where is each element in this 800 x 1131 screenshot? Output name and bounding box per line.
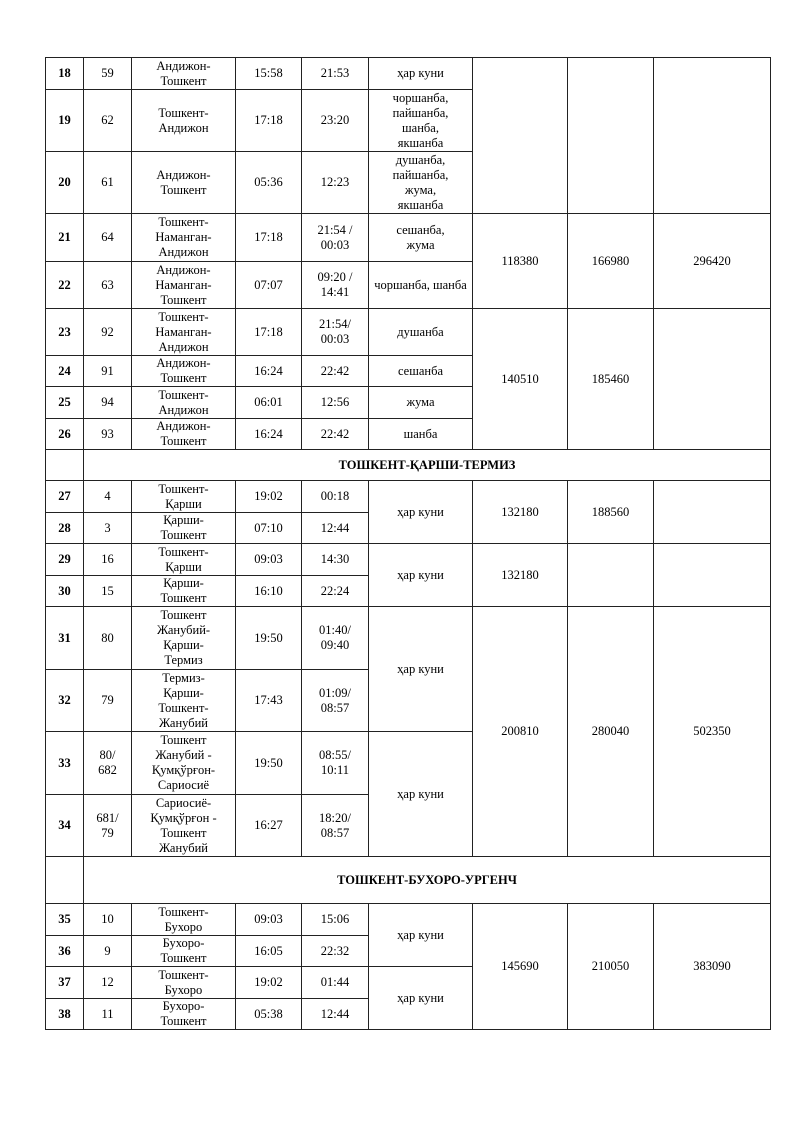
route: Қарши- Тошкент: [132, 513, 236, 544]
section-spacer: [46, 450, 84, 481]
run-days: ҳар куни: [369, 904, 473, 967]
route: Тошкент Жанубий - Қумқўрғон- Сариосиё: [132, 732, 236, 795]
route: Бухоро- Тошкент: [132, 936, 236, 967]
departure-time: 17:18: [236, 214, 302, 262]
row-number: 32: [46, 670, 84, 732]
departure-time: 07:07: [236, 262, 302, 309]
route: Тошкент- Қарши: [132, 544, 236, 576]
arrival-time: 01:44: [302, 967, 369, 999]
train-number: 64: [84, 214, 132, 262]
departure-time: 17:18: [236, 90, 302, 152]
departure-time: 17:18: [236, 309, 302, 356]
price-3: 502350: [654, 607, 771, 857]
train-number: 15: [84, 576, 132, 607]
route: Андижон- Тошкент: [132, 152, 236, 214]
price-1: 145690: [473, 904, 568, 1030]
run-days: сешанба, жума: [369, 214, 473, 262]
row-number: 18: [46, 58, 84, 90]
train-number: 79: [84, 670, 132, 732]
table-row: [46, 481, 771, 513]
train-number: 3: [84, 513, 132, 544]
departure-time: 19:50: [236, 607, 302, 670]
departure-time: 16:24: [236, 419, 302, 450]
price-1: 140510: [473, 309, 568, 450]
row-number: 36: [46, 936, 84, 967]
row-number: 26: [46, 419, 84, 450]
schedule-table: [45, 57, 771, 1030]
price-1: 132180: [473, 544, 568, 607]
arrival-time: 09:20 / 14:41: [302, 262, 369, 309]
row-number: 38: [46, 999, 84, 1030]
departure-time: 16:27: [236, 795, 302, 857]
departure-time: 06:01: [236, 387, 302, 419]
departure-time: 19:02: [236, 967, 302, 999]
row-number: 28: [46, 513, 84, 544]
run-days: душанба: [369, 309, 473, 356]
row-number: 20: [46, 152, 84, 214]
price-1: 200810: [473, 607, 568, 857]
arrival-time: 22:32: [302, 936, 369, 967]
train-number: 62: [84, 90, 132, 152]
price-cell-empty: [654, 481, 771, 544]
row-number: 30: [46, 576, 84, 607]
train-number: 92: [84, 309, 132, 356]
departure-time: 19:50: [236, 732, 302, 795]
train-number: 4: [84, 481, 132, 513]
arrival-time: 15:06: [302, 904, 369, 936]
row-number: 24: [46, 356, 84, 387]
departure-time: 05:36: [236, 152, 302, 214]
arrival-time: 12:23: [302, 152, 369, 214]
train-number: 59: [84, 58, 132, 90]
departure-time: 16:10: [236, 576, 302, 607]
price-cell-empty: [654, 309, 771, 450]
departure-time: 16:24: [236, 356, 302, 387]
departure-time: 05:38: [236, 999, 302, 1030]
row-number: 34: [46, 795, 84, 857]
train-number: 80: [84, 607, 132, 670]
run-days: ҳар куни: [369, 58, 473, 90]
price-2: 210050: [568, 904, 654, 1030]
row-number: 29: [46, 544, 84, 576]
route: Тошкент- Бухоро: [132, 967, 236, 999]
price-3: 383090: [654, 904, 771, 1030]
run-days: чоршанба, шанба: [369, 262, 473, 309]
route: Тошкент Жанубий- Қарши- Термиз: [132, 607, 236, 670]
run-days: ҳар куни: [369, 967, 473, 1030]
table-row: [46, 58, 771, 90]
train-number: 80/ 682: [84, 732, 132, 795]
run-days: сешанба: [369, 356, 473, 387]
price-1: 132180: [473, 481, 568, 544]
train-number: 61: [84, 152, 132, 214]
price-cell-empty: [654, 58, 771, 214]
departure-time: 09:03: [236, 904, 302, 936]
row-number: 21: [46, 214, 84, 262]
row-number: 22: [46, 262, 84, 309]
table-row: [46, 309, 771, 356]
train-number: 12: [84, 967, 132, 999]
price-cell-empty: [568, 58, 654, 214]
route: Термиз- Қарши- Тошкент- Жанубий: [132, 670, 236, 732]
arrival-time: 12:44: [302, 513, 369, 544]
table-row: [46, 214, 771, 262]
departure-time: 17:43: [236, 670, 302, 732]
route: Қарши- Тошкент: [132, 576, 236, 607]
table-row: [46, 607, 771, 670]
price-cell-empty: [654, 544, 771, 607]
train-number: 681/ 79: [84, 795, 132, 857]
section-row: [46, 450, 771, 481]
price-2: 166980: [568, 214, 654, 309]
run-days: чоршанба, пайшанба, шанба, якшанба: [369, 90, 473, 152]
run-days: шанба: [369, 419, 473, 450]
departure-time: 19:02: [236, 481, 302, 513]
arrival-time: 14:30: [302, 544, 369, 576]
train-number: 9: [84, 936, 132, 967]
row-number: 19: [46, 90, 84, 152]
table-row: [46, 544, 771, 576]
row-number: 33: [46, 732, 84, 795]
arrival-time: 08:55/ 10:11: [302, 732, 369, 795]
train-number: 94: [84, 387, 132, 419]
train-number: 91: [84, 356, 132, 387]
run-days: ҳар куни: [369, 607, 473, 732]
route: Тошкент- Андижон: [132, 387, 236, 419]
arrival-time: 22:42: [302, 356, 369, 387]
price-cell-empty: [568, 544, 654, 607]
arrival-time: 00:18: [302, 481, 369, 513]
run-days: ҳар куни: [369, 544, 473, 607]
train-number: 10: [84, 904, 132, 936]
arrival-time: 12:44: [302, 999, 369, 1030]
price-2: 185460: [568, 309, 654, 450]
departure-time: 16:05: [236, 936, 302, 967]
route: Тошкент- Наманган- Андижон: [132, 214, 236, 262]
route: Тошкент- Қарши: [132, 481, 236, 513]
arrival-time: 21:54 / 00:03: [302, 214, 369, 262]
route: Бухоро- Тошкент: [132, 999, 236, 1030]
arrival-time: 12:56: [302, 387, 369, 419]
section-title: ТОШКЕНТ-БУХОРО-УРГЕНЧ: [84, 857, 771, 904]
train-number: 63: [84, 262, 132, 309]
arrival-time: 22:24: [302, 576, 369, 607]
route: Андижон- Тошкент: [132, 419, 236, 450]
run-days: ҳар куни: [369, 481, 473, 544]
price-2: 280040: [568, 607, 654, 857]
departure-time: 09:03: [236, 544, 302, 576]
departure-time: 07:10: [236, 513, 302, 544]
train-number: 11: [84, 999, 132, 1030]
price-1: 118380: [473, 214, 568, 309]
run-days: жума: [369, 387, 473, 419]
arrival-time: 21:54/ 00:03: [302, 309, 369, 356]
route: Тошкент- Наманган- Андижон: [132, 309, 236, 356]
section-title: ТОШКЕНТ-ҚАРШИ-ТЕРМИЗ: [84, 450, 771, 481]
price-cell-empty: [473, 58, 568, 214]
row-number: 27: [46, 481, 84, 513]
arrival-time: 22:42: [302, 419, 369, 450]
arrival-time: 21:53: [302, 58, 369, 90]
run-days: ҳар куни: [369, 732, 473, 857]
arrival-time: 23:20: [302, 90, 369, 152]
arrival-time: 01:40/ 09:40: [302, 607, 369, 670]
departure-time: 15:58: [236, 58, 302, 90]
row-number: 23: [46, 309, 84, 356]
section-spacer: [46, 857, 84, 904]
row-number: 31: [46, 607, 84, 670]
row-number: 25: [46, 387, 84, 419]
table-row: [46, 904, 771, 936]
run-days: душанба, пайшанба, жума, якшанба: [369, 152, 473, 214]
route: Тошкент- Андижон: [132, 90, 236, 152]
row-number: 35: [46, 904, 84, 936]
route: Андижон- Наманган- Тошкент: [132, 262, 236, 309]
route: Андижон- Тошкент: [132, 58, 236, 90]
train-number: 16: [84, 544, 132, 576]
price-2: 188560: [568, 481, 654, 544]
price-3: 296420: [654, 214, 771, 309]
arrival-time: 18:20/ 08:57: [302, 795, 369, 857]
arrival-time: 01:09/ 08:57: [302, 670, 369, 732]
route: Сариосиё- Қумқўрғон - Тошкент Жанубий: [132, 795, 236, 857]
row-number: 37: [46, 967, 84, 999]
route: Андижон- Тошкент: [132, 356, 236, 387]
route: Тошкент- Бухоро: [132, 904, 236, 936]
section-row: [46, 857, 771, 904]
train-number: 93: [84, 419, 132, 450]
